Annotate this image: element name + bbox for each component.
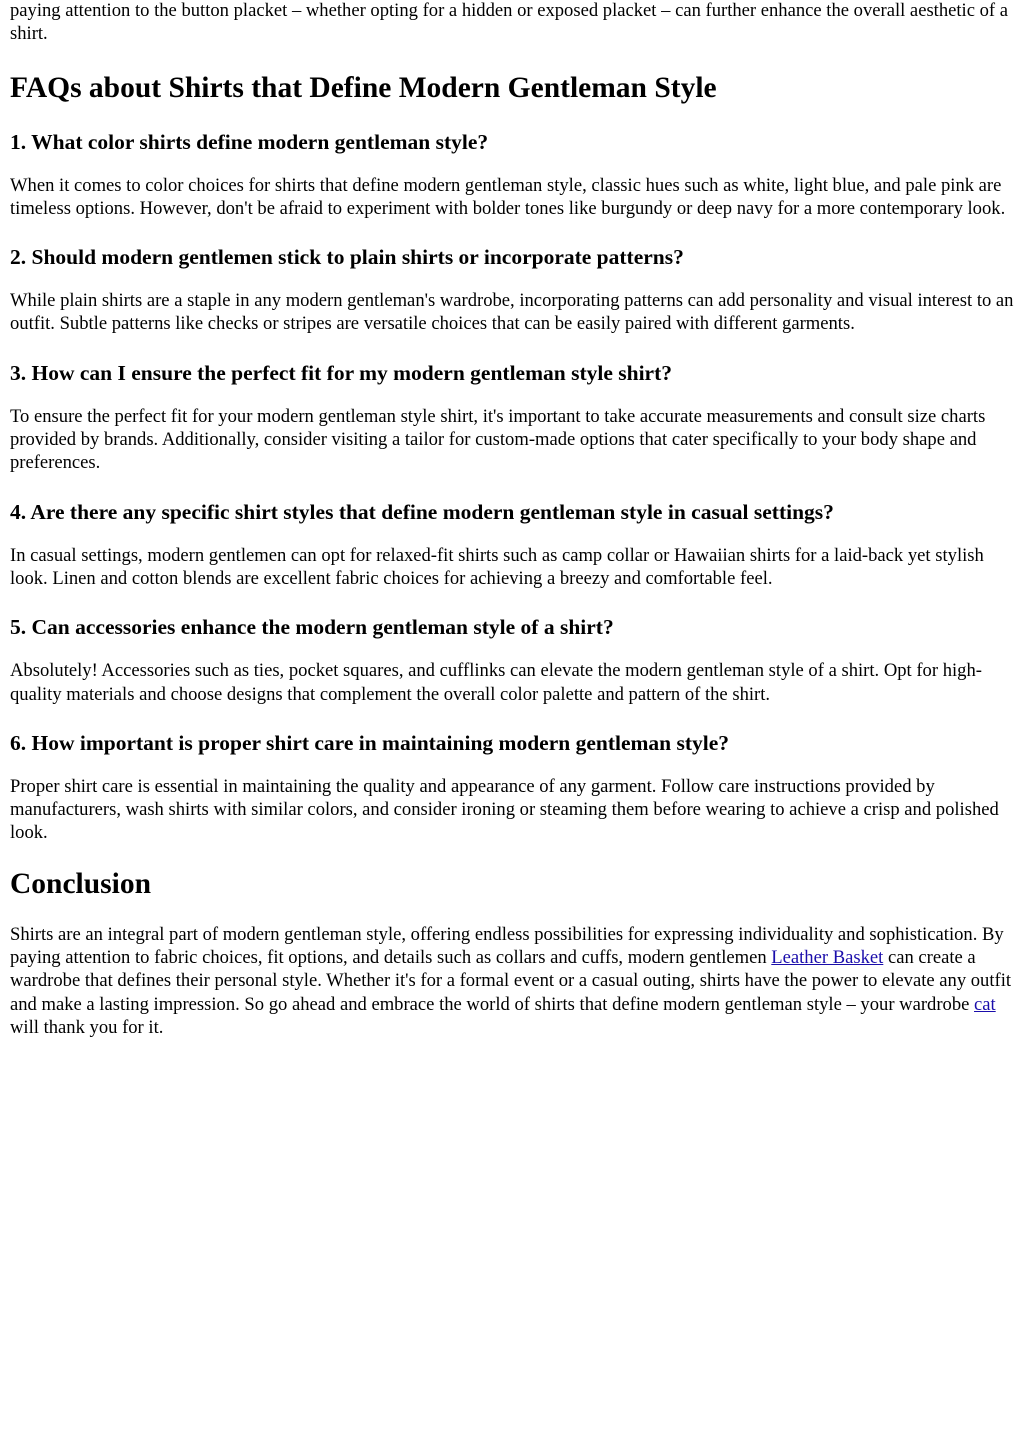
- conclusion-heading: Conclusion: [10, 867, 151, 900]
- faq-answer-1: When it comes to color choices for shirts that define modern gentleman style, classic hues such as white, light blue, and pale pink are timeless options. However, don't be afraid to experiment with bolder tones like burgundy or deep navy for a more contemporary look.: [10, 174, 1006, 219]
- intro-paragraph: paying attention to the button placket – whether opting for a hidden or exposed placket – can further enhance the overall aesthetic of a shirt.: [10, 0, 1009, 45]
- cat-link[interactable]: cat: [974, 993, 996, 1015]
- faq-question-4: 4. Are there any specific shirt styles that define modern gentleman style in casual settings?: [10, 499, 834, 524]
- faq-question-5: 5. Can accessories enhance the modern gentleman style of a shirt?: [10, 615, 614, 640]
- conclusion-text-part-1: Shirts are an integral part of modern gentleman style, offering endless possibilities for expressing individuality and sophistication. By paying attention to fabric choices, fit options, and details such as collars and cuffs, modern gentlemen: [10, 923, 1004, 969]
- faq-answer-2: While plain shirts are a staple in any modern gentleman's wardrobe, incorporating patterns can add personality and visual interest to an outfit. Subtle patterns like checks or stripes are versatile choices that can be easily paired with different garments.: [10, 290, 1014, 335]
- faq-question-2: 2. Should modern gentlemen stick to plain shirts or incorporate patterns?: [10, 245, 684, 270]
- conclusion-paragraph: [10, 923, 1014, 1039]
- faq-question-1: 1. What color shirts define modern gentleman style?: [10, 129, 489, 154]
- conclusion-text-part-2: can create a wardrobe that defines their personal style. Whether it's for a formal event or a casual outing, shirts have the power to elevate any outfit and make a lasting impression. So go ahead and embrace the world of shirts that define modern gentleman style – your wardrobe: [10, 947, 1012, 1015]
- faq-answer-4: In casual settings, modern gentlemen can opt for relaxed-fit shirts such as camp collar or Hawaiian shirts for a laid-back yet stylish look. Linen and cotton blends are excellent fabric choices for achieving a breezy and comfortable feel.: [10, 544, 984, 589]
- faq-answer-6: Proper shirt care is essential in maintaining the quality and appearance of any garment. Follow care instructions provided by manufacturers, wash shirts with similar colors, and consider ironing or steaming them before wearing to achieve a crisp and polished look.: [10, 775, 999, 844]
- faq-answer-5: Absolutely! Accessories such as ties, pocket squares, and cufflinks can elevate the modern gentleman style of a shirt. Opt for high-quality materials and choose designs that complement the overall color palette and pattern of the shirt.: [10, 660, 982, 705]
- faq-answer-3: To ensure the perfect fit for your modern gentleman style shirt, it's important to take accurate measurements and consult size charts provided by brands. Additionally, consider visiting a tailor for custom-made options that cater specifically to your body shape and preferences.: [10, 405, 986, 474]
- conclusion-text-part-3: will thank you for it.: [10, 1016, 164, 1038]
- faq-question-3: 3. How can I ensure the perfect fit for my modern gentleman style shirt?: [10, 360, 673, 385]
- leather-basket-link[interactable]: Leather Basket: [771, 947, 884, 969]
- faq-question-6: 6. How important is proper shirt care in maintaining modern gentleman style?: [10, 730, 730, 755]
- faq-list: [10, 129, 1014, 845]
- faq-heading: FAQs about Shirts that Define Modern Gentleman Style: [10, 71, 717, 104]
